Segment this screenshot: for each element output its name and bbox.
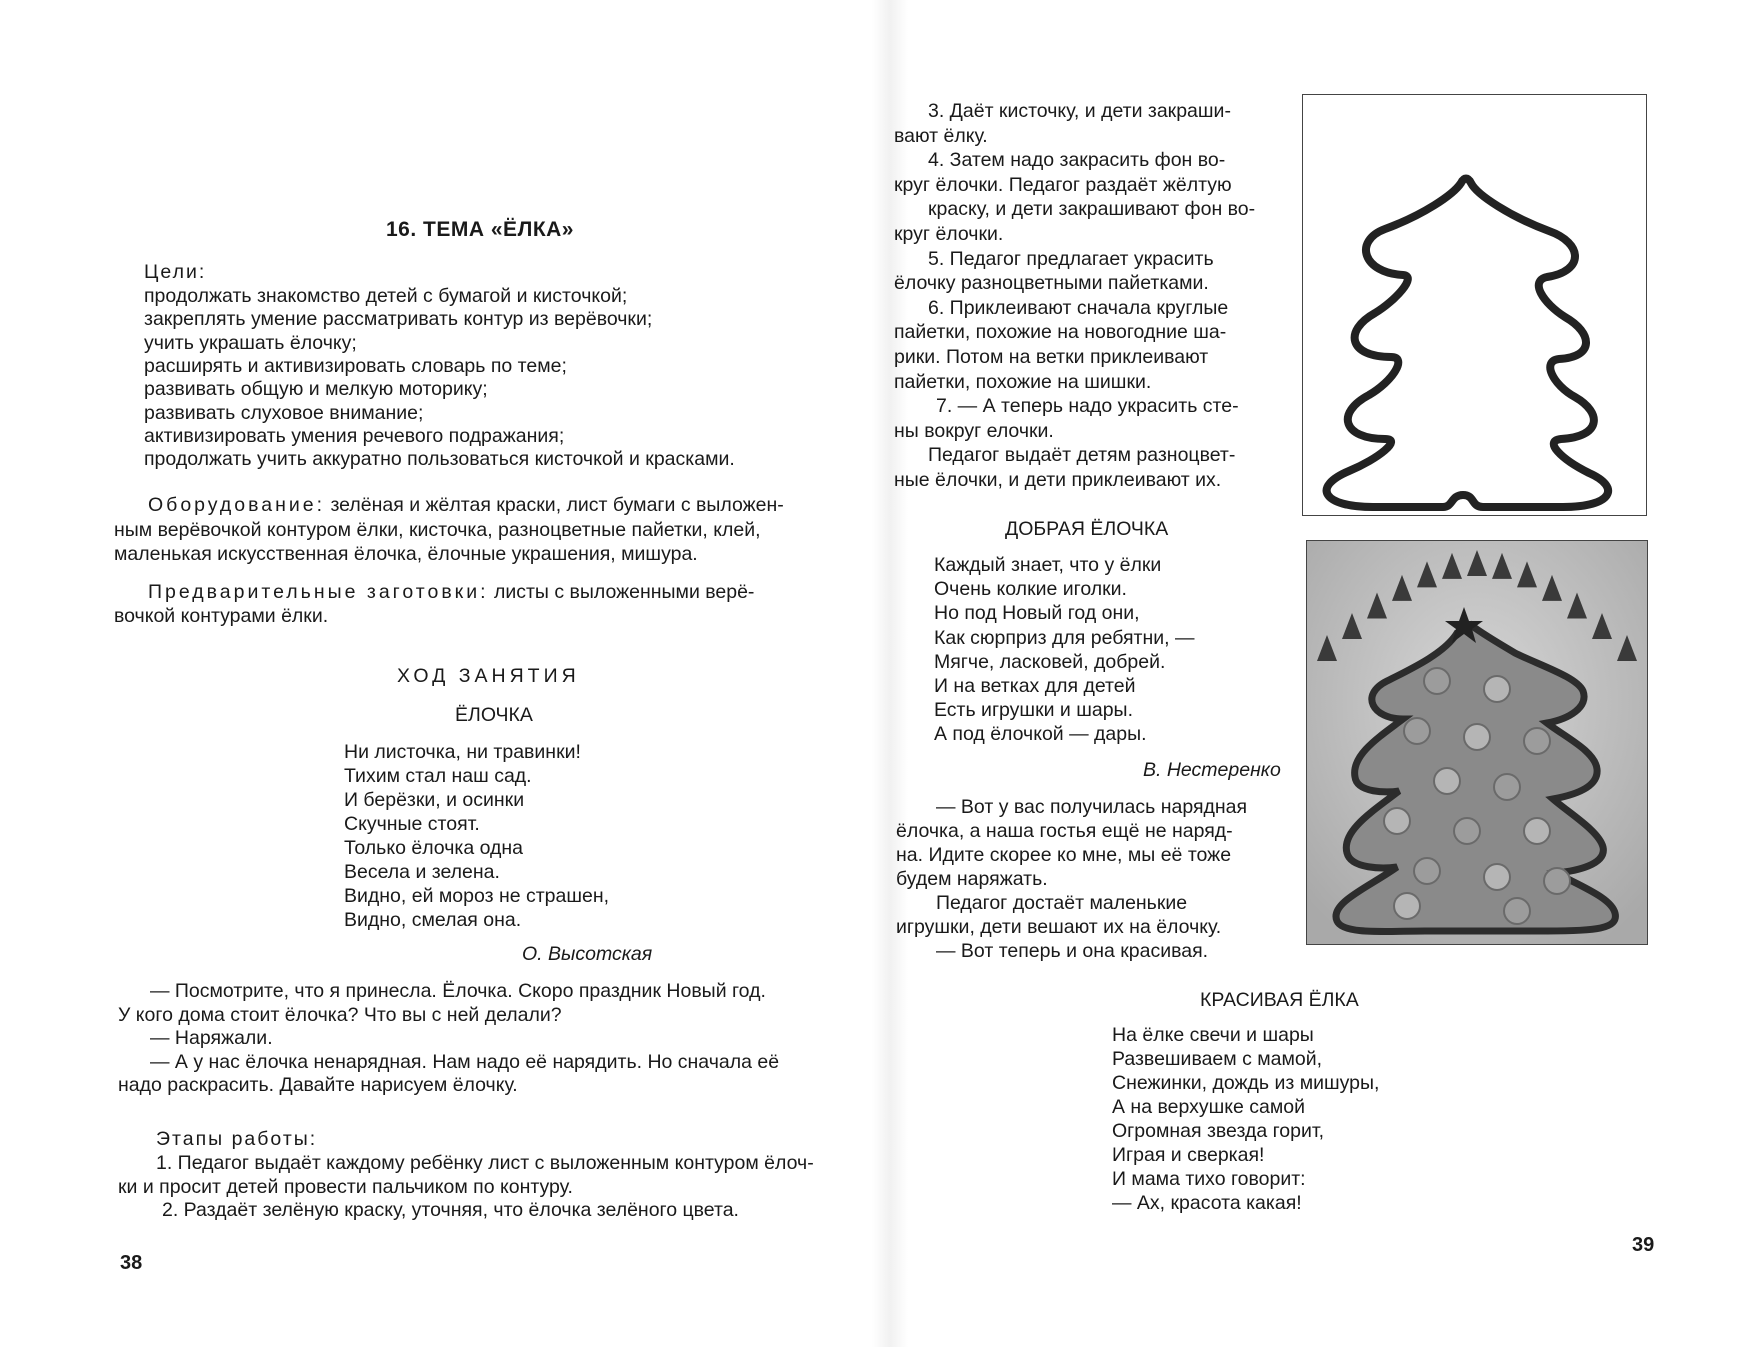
bauble-icon (1434, 768, 1460, 794)
poem3-title: КРАСИВАЯ ЁЛКА (1200, 989, 1359, 1011)
equipment-label: Оборудование: (148, 494, 326, 516)
goal-item: активизировать умения речевого подражания; (144, 424, 565, 447)
poem2-line: Мягче, ласковей, добрей. (934, 650, 1166, 673)
poem1-line: Видно, смелая она. (344, 909, 522, 931)
step-line: 3. Даёт кисточку, и дети закраши- (928, 100, 1231, 122)
poem2-line: А под ёлочкой — дары. (934, 723, 1147, 746)
step-line: 5. Педагог предлагает украсить (928, 247, 1214, 270)
bauble-icon (1394, 893, 1420, 919)
step-line: вают ёлку. (894, 124, 988, 147)
poem1-line: Ни листочка, ни травинки! (344, 741, 581, 763)
after-line: Педагог достаёт маленькие (936, 892, 1188, 914)
poem2-line: Как сюрприз для ребятни, — (934, 626, 1195, 649)
step-line: круг ёлочки. (894, 223, 1004, 245)
goal-item: закреплять умение рассматривать контур из верёвочки; (144, 308, 653, 331)
dialogue-line: — Посмотрите, что я принесла. Ёлочка. Скоро праздник Новый год. (150, 980, 766, 1002)
lesson-title: 16. ТЕМА «ЁЛКА» (386, 218, 574, 241)
poem3-line: И мама тихо говорит: (1112, 1168, 1306, 1190)
step-line: рики. Потом на ветки приклеивают (894, 346, 1209, 368)
after-line: будем наряжать. (896, 868, 1048, 890)
dialogue-line: У кого дома стоит ёлочка? Что вы с ней делали? (118, 1003, 562, 1026)
step-line: ные ёлочки, и дети приклеивают их. (894, 469, 1222, 491)
poem3-line: — Ах, красота какая! (1112, 1192, 1302, 1214)
decorated-christmas-tree-photo (1306, 540, 1648, 945)
poem1-line: Только ёлочка одна (344, 837, 524, 859)
step-line: ны вокруг елочки. (894, 419, 1054, 442)
step-line: пайетки, похожие на шишки. (894, 370, 1152, 393)
stages-heading: Этапы работы: (156, 1128, 318, 1150)
step-line: Педагог выдаёт детям разноцвет- (928, 444, 1236, 467)
step-line: ёлочку разноцветными пайетками. (894, 272, 1209, 295)
tree-outline-path (1327, 179, 1608, 508)
poem3-line: Играя и сверкая! (1112, 1144, 1265, 1166)
bauble-icon (1544, 868, 1570, 894)
poem2-line: И на ветках для детей (934, 675, 1136, 697)
step-line: пайетки, похожие на новогодние ша- (894, 321, 1227, 344)
bauble-icon (1454, 818, 1480, 844)
poem2-line: Есть игрушки и шары. (934, 699, 1133, 722)
prep-line-1: Предварительные заготовки: листы с выложенными верё- (148, 581, 755, 603)
equipment-line-2: ным верёвочкой контуром ёлки, кисточка, разноцветные пайетки, клей, (114, 519, 761, 541)
poem1-line: Видно, ей мороз не страшен, (344, 885, 610, 907)
poem3-line: А на верхушке самой (1112, 1096, 1305, 1118)
goal-item: продолжать знакомство детей с бумагой и кисточкой; (144, 285, 628, 307)
poem1-author: О. Высотская (522, 943, 653, 965)
right-page (890, 0, 1754, 1347)
bauble-icon (1424, 668, 1450, 694)
page-number-right: 39 (1632, 1234, 1655, 1256)
page-number-left: 38 (120, 1252, 143, 1274)
stage-line: ки и просит детей провести пальчиком по контуру. (118, 1175, 573, 1198)
goal-item: развивать слуховое внимание; (144, 401, 424, 424)
after-line: ёлочка, а наша гостья ещё не наряд- (896, 820, 1233, 842)
goal-item: продолжать учить аккуратно пользоваться кисточкой и красками. (144, 448, 735, 471)
poem3-line: На ёлке свечи и шары (1112, 1024, 1314, 1046)
poem2-title: ДОБРАЯ ЁЛОЧКА (1005, 518, 1169, 540)
equipment-line-1: Оборудование: зелёная и жёлтая краски, лист бумаги с выложен- (148, 494, 784, 516)
dialogue-line: — А у нас ёлочка ненарядная. Нам надо её нарядить. Но сначала её (150, 1050, 780, 1073)
bauble-icon (1484, 676, 1510, 702)
step-line: 4. Затем надо закрасить фон во- (928, 149, 1226, 172)
step-line: 6. Приклеивают сначала круглые (928, 296, 1229, 319)
poem3-line: Огромная звезда горит, (1112, 1120, 1325, 1142)
lesson-heading: ХОД ЗАНЯТИЯ (397, 665, 580, 687)
goals-heading: Цели: (144, 261, 207, 283)
tree-photo-svg (1307, 541, 1647, 944)
bauble-icon (1404, 718, 1430, 744)
bauble-icon (1484, 864, 1510, 890)
bauble-icon (1464, 724, 1490, 750)
after-line: на. Идите скорее ко мне, мы её тоже (896, 844, 1232, 866)
goal-item: расширять и активизировать словарь по теме; (144, 354, 567, 377)
bauble-icon (1414, 858, 1440, 884)
poem2-author: В. Нестеренко (1143, 759, 1281, 781)
poem1-line: И берёзки, и осинки (344, 789, 525, 811)
christmas-tree-outline-icon (1302, 94, 1647, 516)
equipment-line-3: маленькая искусственная ёлочка, ёлочные украшения, мишура. (114, 543, 698, 565)
poem3-line: Развешиваем с мамой, (1112, 1048, 1323, 1070)
poem3-line: Снежинки, дождь из мишуры, (1112, 1072, 1380, 1094)
poem1-title: ЁЛОЧКА (455, 704, 533, 726)
stage-line: 2. Раздаёт зелёную краску, уточняя, что ёлочка зелёного цвета. (162, 1199, 739, 1221)
step-line: 7. — А теперь надо украсить сте- (936, 395, 1239, 418)
poem1-line: Скучные стоят. (344, 813, 480, 835)
bauble-icon (1504, 898, 1530, 924)
step-line: круг ёлочки. Педагог раздаёт жёлтую (894, 173, 1232, 196)
poem1-line: Тихим стал наш сад. (344, 765, 532, 787)
prep-label: Предварительные заготовки: (148, 581, 489, 603)
bauble-icon (1524, 728, 1550, 754)
bauble-icon (1494, 774, 1520, 800)
bauble-icon (1384, 808, 1410, 834)
tree-outline-svg (1303, 95, 1645, 514)
after-line: — Вот теперь и она красивая. (936, 940, 1209, 962)
goal-item: учить украшать ёлочку; (144, 331, 357, 354)
dialogue-line: — Наряжали. (150, 1027, 273, 1049)
dialogue-line: надо раскрасить. Давайте нарисуем ёлочку. (118, 1074, 518, 1096)
poem2-line: Каждый знает, что у ёлки (934, 554, 1162, 576)
step-line: краску, и дети закрашивают фон во- (928, 198, 1256, 221)
after-line: игрушки, дети вешают их на ёлочку. (896, 916, 1222, 938)
after-line: — Вот у вас получилась нарядная (936, 796, 1248, 818)
poem2-line: Но под Новый год они, (934, 602, 1140, 625)
poem1-line: Весела и зелена. (344, 861, 500, 883)
stage-line: 1. Педагог выдаёт каждому ребёнку лист с выложенным контуром ёлоч- (156, 1152, 814, 1174)
goal-item: развивать общую и мелкую моторику; (144, 378, 488, 401)
prep-line-2: вочкой контурами ёлки. (114, 605, 329, 627)
poem2-line: Очень колкие иголки. (934, 578, 1127, 601)
bauble-icon (1524, 818, 1550, 844)
